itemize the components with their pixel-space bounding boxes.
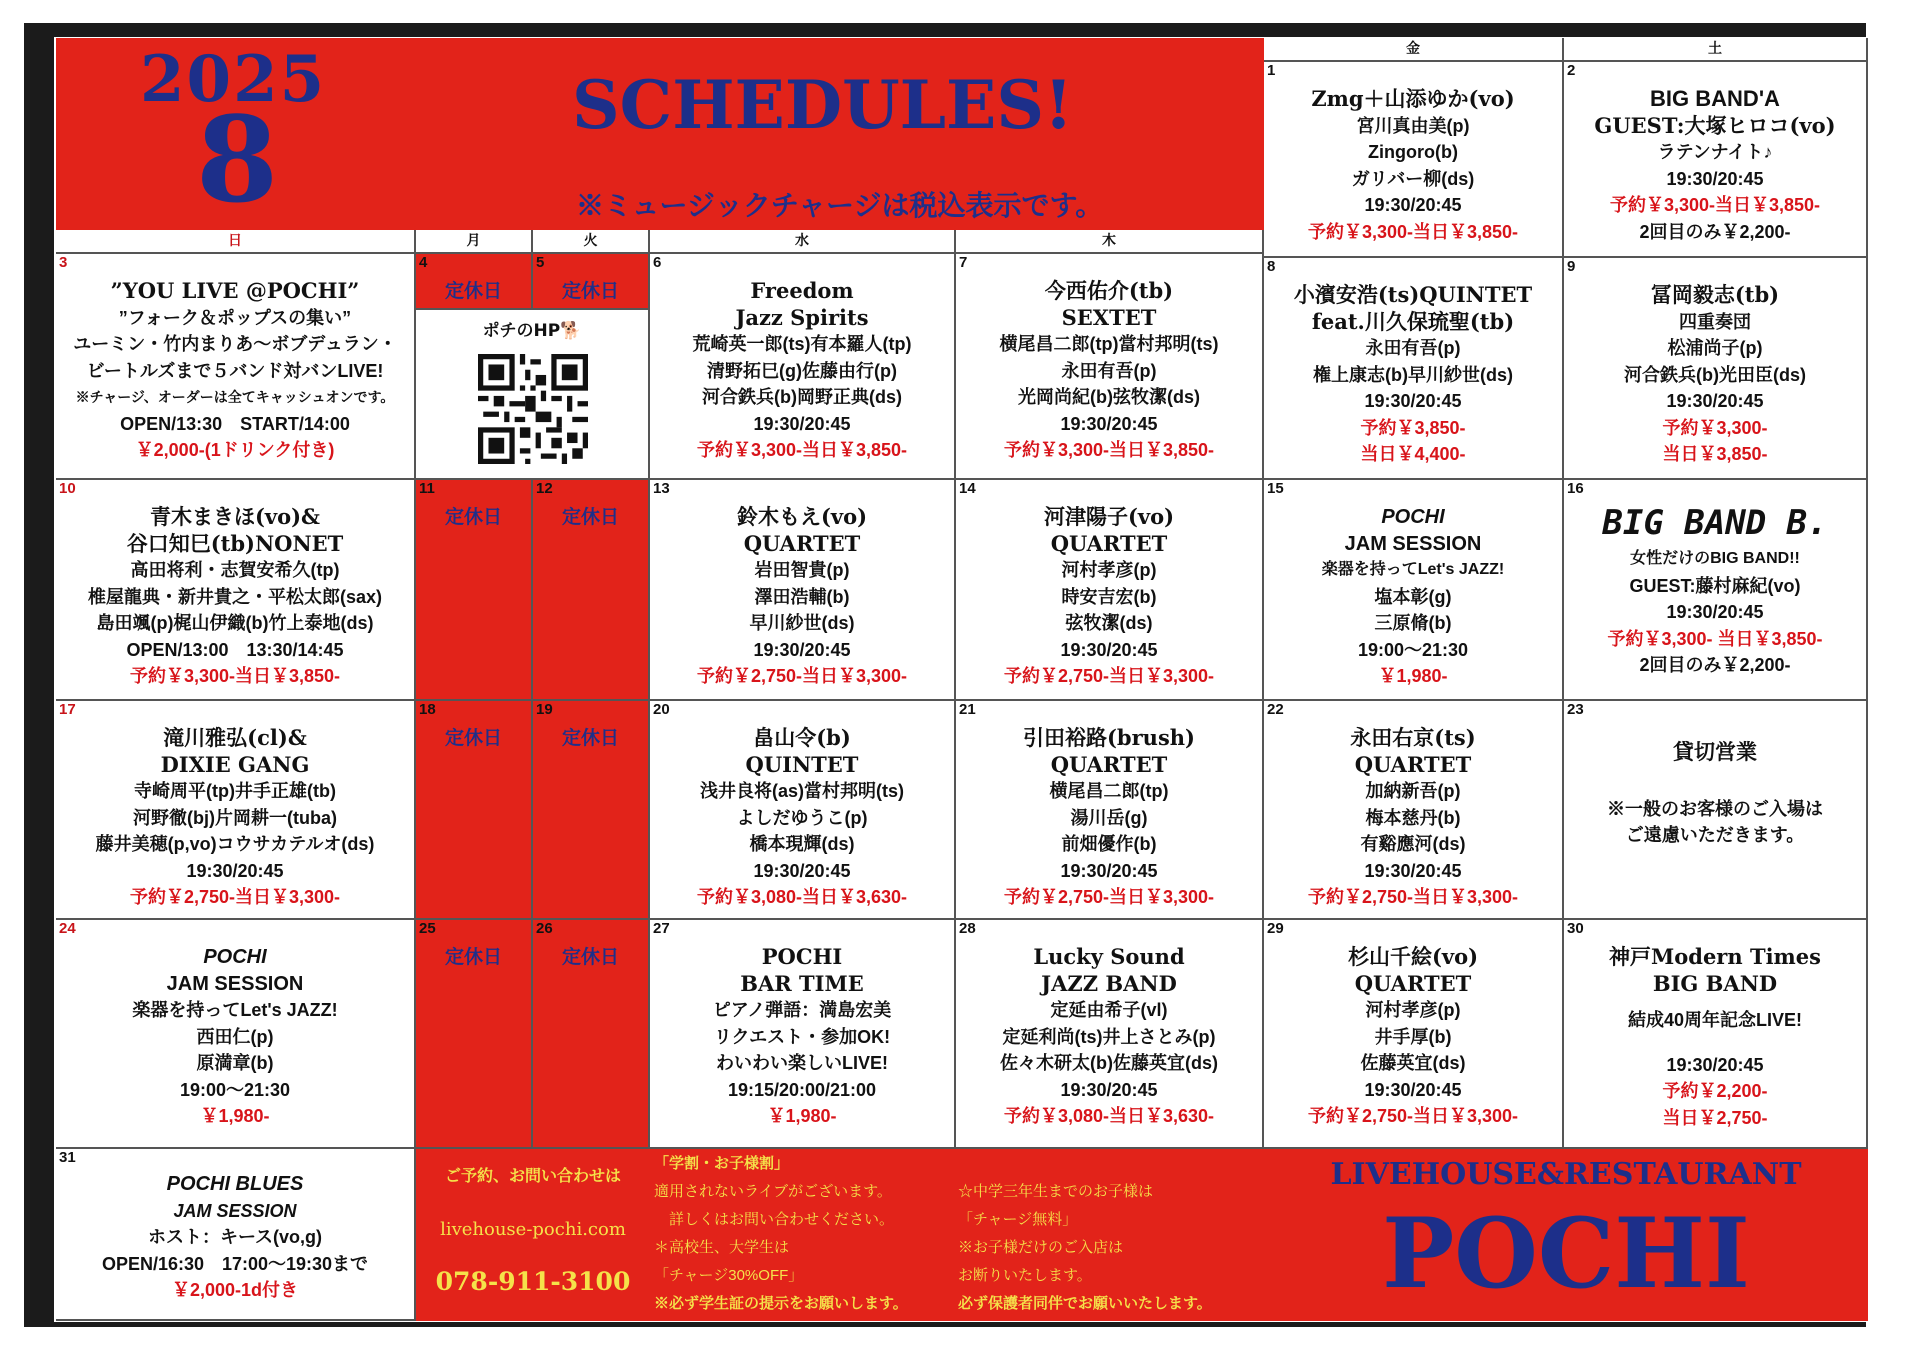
kids-line: 必ず保護者同伴でお願いいたします。 [958,1295,1212,1312]
event-price: 予約￥3,300-当日￥3,850- [129,666,341,686]
day-cell-20 [650,701,956,920]
day-number: 17 [59,701,76,718]
event-price: ￥2,000-(1ドリンク付き) [135,440,335,460]
event-line: GUEST:藤村麻紀(vo) [1629,575,1801,596]
day-cell-28 [956,920,1264,1149]
day-cell-30 [1564,920,1868,1149]
day-number: 2 [1567,62,1576,79]
day-cell-8 [1264,258,1564,480]
day-number: 24 [59,920,76,937]
event-time: 19:30/20:45 [1666,602,1764,622]
discount-line: 「学割・お子様割」 [654,1155,790,1172]
day-number: 11 [419,480,435,497]
event-title: 谷口知巳(tb)NONET [126,530,344,556]
day-cell-2 [1564,62,1868,258]
event-price: 当日￥4,400- [1360,444,1466,464]
month-number: 8 [196,90,279,229]
day-number: 1 [1267,62,1276,79]
event-line: GUEST:大塚ヒロコ(vo) [1594,112,1836,138]
event-time: OPEN/13:00 13:30/14:45 [126,639,344,660]
event-title: JAM SESSION [166,972,304,995]
day-cell-6 [650,254,956,480]
event-line: 椎屋龍典・新井貴之・平松太郎(sax) [87,586,383,607]
year-label: 2025 [140,42,327,117]
day-cell-14 [956,480,1264,701]
event-title: Zmg＋山添ゆか(vo) [1311,86,1515,111]
closed-label: 定休日 [561,947,619,968]
event-line: ピアノ弾語：満島宏美 [712,1000,892,1020]
event-time: 19:00～21:30 [179,1079,291,1100]
event-line: 横尾昌二郎(tp) [1049,781,1169,801]
discount-block [650,1149,1264,1321]
event-line: 澤田浩輔(b) [754,586,850,607]
event-line: 時安吉宏(b) [1061,586,1157,607]
day-number: 13 [653,480,670,497]
header-banner [56,38,1264,230]
day-cell-4 [416,254,533,310]
day-number: 6 [653,254,662,271]
day-cell-1 [1264,62,1564,258]
event-time: 19:30/20:45 [1666,391,1764,411]
day-number: 27 [653,920,670,937]
event-title: 鈴木もえ(vo) [736,504,868,529]
day-cell-5 [533,254,650,310]
event-title: 貸切営業 [1673,739,1757,764]
event-line: 藤井美穂(p,vo)コウサカテルオ(ds) [95,834,375,854]
event-price: 予約￥2,750-当日￥3,300- [1307,1106,1519,1126]
event-line: 原満章(b) [196,1053,274,1073]
phone-number[interactable]: 078-911-3100 [435,1267,631,1296]
event-price: 予約￥2,750-当日￥3,300- [696,666,908,686]
day-number: 21 [959,701,976,718]
event-title: BIG BAND [1652,970,1778,996]
weekday-mon: 月 [416,230,533,254]
day-cell-23 [1564,701,1868,920]
event-title: 永田右京(ts) [1350,725,1476,750]
kids-line: お断りいたします。 [958,1267,1092,1284]
event-line: 宮川真由美(p) [1356,115,1470,136]
event-line: 楽器を持ってLet's JAZZ! [132,1000,338,1020]
contact-block [416,1149,650,1321]
discount-line: 詳しくはお問い合わせください。 [654,1211,895,1228]
day-number: 23 [1567,701,1584,718]
event-title: BIG BAND'A [1650,86,1780,111]
event-line: 2回目のみ￥2,200- [1639,655,1791,675]
event-time: 19:30/20:45 [1060,860,1158,881]
event-line: ご遠慮いただきます。 [1625,825,1805,845]
event-price: 予約￥2,750-当日￥3,300- [129,887,341,907]
closed-label: 定休日 [444,947,502,968]
event-line: よしだゆうこ(p) [736,807,868,828]
event-line: 光岡尚紀(b)弦牧潔(ds) [1018,387,1200,407]
event-line: Zingoro(b) [1368,142,1458,162]
event-line: 河村孝彦(p) [1365,1000,1461,1020]
event-time: 19:30/20:45 [753,860,851,881]
day-cell-17 [56,701,416,920]
event-time: 19:30/20:45 [1364,195,1462,215]
event-title: 河津陽子(vo) [1043,504,1175,529]
event-line: 三原脩(b) [1374,613,1452,633]
event-time: 19:00～21:30 [1357,639,1469,660]
day-number: 14 [959,480,976,497]
footer-logo-block [1264,1149,1868,1321]
discount-line: ※必ず学生証の提示をお願いします。 [654,1295,908,1312]
event-line: リクエスト・参加OK! [713,1026,891,1047]
website-link[interactable]: livehouse-pochi.com [440,1219,626,1240]
event-line: わいわい楽しいLIVE! [715,1053,888,1073]
event-price: 予約￥3,300- 当日￥3,850- [1607,628,1823,649]
event-line: ビートルズまで５バンド対バンLIVE! [86,360,384,381]
event-title: JAM SESSION [173,1200,297,1221]
day-number: 18 [419,701,436,718]
event-line: 佐藤英宜(ds) [1360,1053,1466,1073]
event-line: 前畑優作(b) [1061,834,1157,854]
day-cell-26 [533,920,650,1149]
event-title: QUINTET [745,751,859,777]
event-line: 河合鉄兵(b)岡野正典(ds) [702,387,902,407]
day-cell-7 [956,254,1264,480]
event-line: 河合鉄兵(b)光田臣(ds) [1624,364,1806,385]
day-number: 15 [1267,480,1284,497]
tax-note: ※ミュージックチャージは税込表示です。 [576,190,1104,221]
event-time: OPEN/13:30 START/14:00 [120,413,350,434]
event-title: 引田裕路(brush) [1023,725,1195,750]
day-number: 19 [536,701,553,718]
event-line: 弦牧潔(ds) [1065,613,1153,633]
day-cell-19 [533,701,650,920]
event-line: 清野拓巳(g)佐藤由行(p) [707,360,897,381]
event-line: ホスト：キース(vo,g) [147,1227,323,1247]
event-time: 19:30/20:45 [1666,168,1764,189]
event-time: 19:30/20:45 [753,413,851,434]
day-number: 5 [536,254,545,271]
qr-label: ポチのHP🐕 [482,321,582,341]
event-time: 19:30/20:45 [1364,391,1462,411]
event-line: 岩田智貴(p) [754,560,850,580]
event-line: 西田仁(p) [196,1026,274,1047]
event-line: 島田颯(p)梶山伊織(b)竹上泰地(ds) [96,613,374,633]
day-number: 20 [653,701,670,718]
event-line: 女性だけのBIG BAND!! [1630,550,1800,567]
closed-label: 定休日 [444,281,502,302]
closed-label: 定休日 [444,728,502,749]
event-time: 19:30/20:45 [1364,860,1462,881]
footer-venue-name: POCHI [1382,1197,1750,1310]
day-number: 28 [959,920,976,937]
event-title: JAM SESSION [1344,532,1482,555]
day-cell-10 [56,480,416,701]
day-cell-3 [56,254,416,480]
qr-code[interactable] [478,354,588,464]
weekday-fri: 金 [1264,38,1564,62]
day-number: 9 [1567,258,1576,275]
event-line: 梅本慈丹(b) [1365,807,1461,828]
event-time: 19:30/20:45 [1060,1079,1158,1100]
event-title: Jazz Spirits [735,304,869,330]
event-line: 早川紗世(ds) [749,613,855,633]
event-time: 19:30/20:45 [1060,639,1158,660]
day-cell-27 [650,920,956,1149]
event-line: ※チャージ、オーダーは全てキャッシュオンです。 [75,389,395,405]
day-cell-24 [56,920,416,1149]
event-price: 予約￥3,300-当日￥3,850- [1307,221,1519,242]
day-number: 31 [59,1149,76,1166]
weekday-sun: 日 [56,230,416,254]
day-number: 16 [1567,480,1584,497]
event-title: 今西佑介(tb) [1044,278,1174,303]
weekday-wed: 水 [650,230,956,254]
event-title: POCHI BLUES [166,1173,304,1195]
event-title: 小濱安浩(ts)QUINTET [1293,282,1533,307]
event-line: 永田有吾(p) [1061,360,1157,381]
event-line: 井手厚(b) [1374,1026,1452,1047]
day-cell-15 [1264,480,1564,701]
event-title: DIXIE GANG [160,751,310,777]
event-line: 横尾昌二郎(tp)當村邦明(ts) [999,334,1219,354]
qr-cell [416,310,650,480]
closed-label: 定休日 [561,728,619,749]
event-title: QUARTET [1354,751,1472,777]
day-cell-9 [1564,258,1868,480]
event-price: 予約￥2,750-当日￥3,300- [1003,887,1215,907]
day-number: 8 [1267,258,1276,275]
event-title: Freedom [750,278,854,303]
event-time: 19:30/20:45 [753,639,851,660]
event-line: 加納新吾(p) [1365,781,1461,801]
weekday-sat: 土 [1564,38,1868,62]
day-number: 3 [59,254,68,271]
day-number: 10 [59,480,76,497]
event-line: 有谿應河(ds) [1360,834,1466,854]
event-line: 定延由希子(vl) [1050,1000,1168,1020]
event-line: 楽器を持ってLet's JAZZ! [1321,561,1505,578]
event-time: 19:30/20:45 [1666,1054,1764,1075]
day-cell-29 [1264,920,1564,1149]
event-price: ￥2,000-1d付き [171,1280,299,1300]
kids-line: ※お子様だけのご入店は [958,1239,1124,1256]
day-cell-21 [956,701,1264,920]
day-cell-13 [650,480,956,701]
event-line: 塩本彰(g) [1374,586,1452,607]
event-time: 19:15/20:00/21:00 [727,1079,877,1100]
discount-line: 適用されないライブがございます。 [654,1183,892,1200]
event-price: ￥1,980- [767,1106,837,1126]
event-line: ”フォーク＆ポップスの集い” [118,307,352,328]
day-number: 29 [1267,920,1284,937]
day-cell-22 [1264,701,1564,920]
event-line: ラテンナイト♪ [1657,142,1773,162]
closed-label: 定休日 [561,507,619,528]
event-line: 橋本現輝(ds) [749,834,855,854]
event-title: POCHI [761,944,843,969]
event-line: ユーミン・竹内まりあ～ボブデュラン・ [73,334,397,354]
event-price: 予約￥3,080-当日￥3,630- [1003,1106,1215,1126]
event-line: 浅井良将(as)當村邦明(ts) [699,781,904,801]
event-price: 予約￥2,200- [1662,1081,1768,1101]
weekday-thu: 木 [956,230,1264,254]
event-title: Lucky Sound [1033,944,1185,969]
event-title: QUARTET [743,530,861,556]
event-price: 予約￥3,300-当日￥3,850- [1609,195,1821,215]
event-price: 予約￥2,750-当日￥3,300- [1003,666,1215,686]
closed-label: 定休日 [444,507,502,528]
event-time: 19:30/20:45 [1060,413,1158,434]
event-title: 神戸Modern Times [1609,944,1821,969]
page-title: SCHEDULES! [572,66,1073,144]
event-title: QUARTET [1050,530,1168,556]
event-line: 寺崎周平(tp)井手正雄(tb) [134,781,336,801]
day-number: 7 [959,254,968,271]
event-price: 当日￥3,850- [1662,444,1768,464]
footer-tagline: LIVEHOUSE&RESTAURANT [1330,1157,1802,1192]
day-cell-25 [416,920,533,1149]
event-title: SEXTET [1061,304,1157,330]
closed-label: 定休日 [561,281,619,302]
discount-line: ＊高校生、大学生は [654,1239,790,1256]
event-title: ”YOU LIVE @POCHI” [110,278,360,303]
event-line: 2回目のみ￥2,200- [1639,221,1791,242]
event-price: 予約￥3,080-当日￥3,630- [696,887,908,907]
kids-line: ☆中学三年生までのお子様は [958,1183,1154,1200]
event-price: ￥1,980- [200,1106,270,1126]
event-title: 冨岡毅志(tb) [1650,282,1780,307]
day-number: 30 [1567,920,1584,937]
event-title: BAR TIME [740,970,864,996]
day-number: 12 [536,480,553,497]
event-line: 権上康志(b)早川紗世(ds) [1313,364,1513,385]
day-cell-31 [56,1149,416,1321]
day-cell-16 [1564,480,1868,701]
event-line: 松浦尚子(p) [1667,338,1763,358]
day-number: 25 [419,920,436,937]
event-title: POCHI [203,946,267,968]
event-time: OPEN/16:30 17:00～19:30まで [101,1253,369,1274]
event-line: 荒崎英一郎(ts)有本羅人(tp) [692,334,912,354]
event-title: QUARTET [1354,970,1472,996]
event-price: 予約￥2,750-当日￥3,300- [1307,887,1519,907]
event-line: 高田将利・志賀安希久(tp) [130,560,340,580]
event-title: 青木まきほ(vo)& [149,504,321,529]
event-price: ￥1,980- [1378,666,1448,686]
event-price: 予約￥3,300-当日￥3,850- [696,440,908,460]
event-line: 結成40周年記念LIVE! [1627,1010,1803,1030]
event-price: 予約￥3,850- [1360,417,1466,438]
event-line: ガリバー柳(ds) [1351,168,1475,189]
weekday-tue: 火 [533,230,650,254]
event-title: 滝川雅弘(cl)& [163,725,307,750]
event-price: 当日￥2,750- [1662,1107,1768,1128]
event-line: 河村孝彦(p) [1061,560,1157,580]
day-cell-12 [533,480,650,701]
event-title: BIG BAND B. [1602,503,1828,543]
event-line: 四重奏団 [1679,311,1751,332]
event-line: 湯川岳(g) [1070,807,1148,828]
event-title: 杉山千絵(vo) [1347,944,1479,969]
event-title: QUARTET [1050,751,1168,777]
day-number: 22 [1267,701,1284,718]
kids-line: 「チャージ無料」 [958,1211,1078,1228]
event-time: 19:30/20:45 [1364,1079,1462,1100]
day-number: 26 [536,920,553,937]
event-price: 予約￥3,300- [1662,417,1768,438]
event-line: 河野徹(bj)片岡耕一(tuba) [133,807,337,828]
event-line: 佐々木研太(b)佐藤英宜(ds) [1000,1053,1218,1073]
event-time: 19:30/20:45 [186,860,284,881]
contact-label: ご予約、お問い合わせは [444,1166,621,1185]
event-title: feat.川久保琉聖(tb) [1311,308,1515,334]
day-cell-18 [416,701,533,920]
event-title: POCHI [1381,506,1445,528]
discount-line: 「チャージ30%OFF」 [654,1267,804,1284]
event-title: JAZZ BAND [1041,970,1177,996]
day-number: 4 [419,254,428,271]
event-title: 畠山令(b) [753,725,851,750]
event-price: 予約￥3,300-当日￥3,850- [1003,440,1215,460]
event-line: ※一般のお客様のご入場は [1607,798,1823,819]
day-cell-11 [416,480,533,701]
event-line: 定延利尚(ts)井上さとみ(p) [1002,1026,1216,1047]
event-line: 永田有吾(p) [1365,338,1461,358]
